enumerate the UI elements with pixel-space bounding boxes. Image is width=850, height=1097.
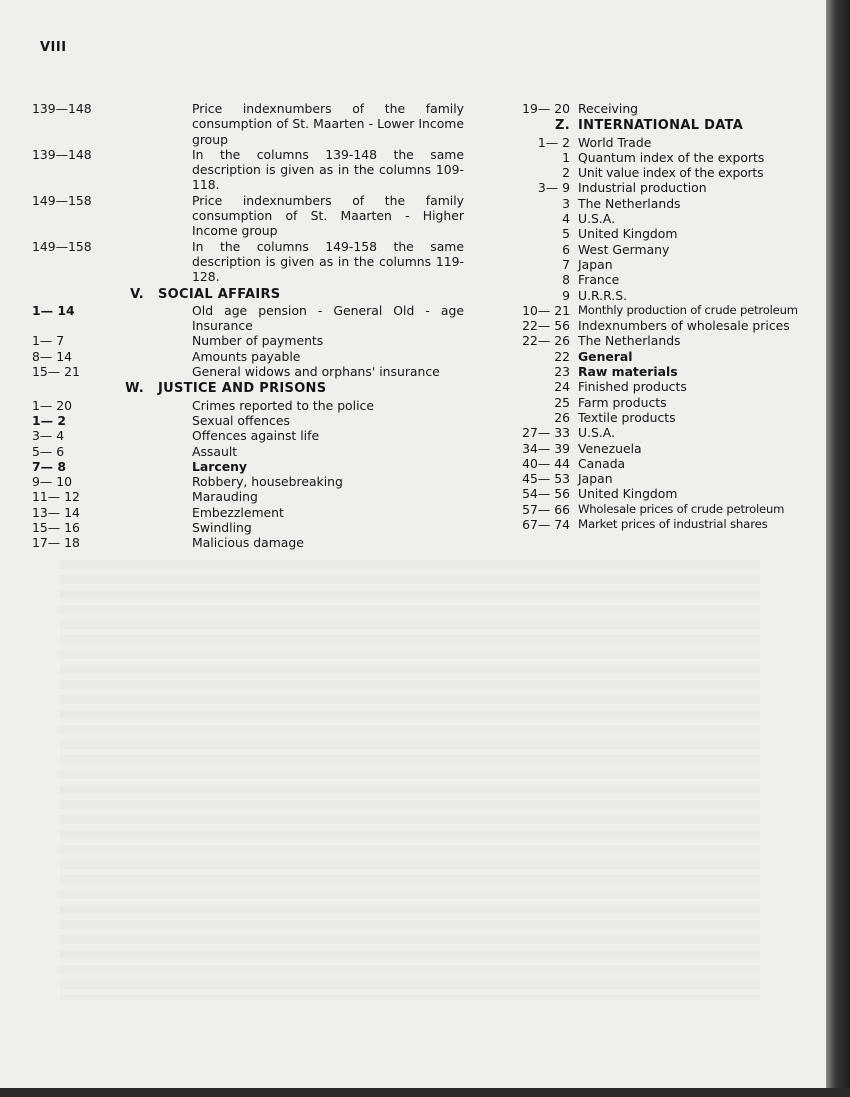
entry-description: Farm products	[578, 394, 667, 410]
column-range: 15— 16	[32, 520, 80, 536]
entry-description: Monthly production of crude petroleum	[578, 302, 798, 317]
left-entry	[28, 444, 464, 459]
column-range: 67— 74	[522, 517, 570, 533]
column-range: 1— 20	[32, 397, 72, 413]
right-entry	[508, 226, 826, 241]
column-range: 5	[562, 226, 570, 242]
entry-description: U.R.R.S.	[578, 287, 628, 303]
entry-description: Unit value index of the exports	[578, 165, 764, 181]
column-range: 22— 56	[522, 318, 570, 334]
section-title: INTERNATIONAL DATA	[578, 118, 744, 134]
page-edge-shadow	[826, 0, 850, 1097]
section-letter: W.	[125, 381, 144, 397]
column-range: 9— 10	[32, 474, 72, 490]
right-entry	[508, 272, 826, 287]
column-range: 3— 9	[537, 180, 570, 196]
entry-description: Market prices of industrial shares	[578, 517, 768, 532]
entry-description: France	[578, 272, 620, 288]
section-letter: Z.	[555, 118, 570, 134]
left-entry	[28, 349, 464, 364]
column-range: 6	[562, 241, 570, 257]
column-range: 17— 18	[32, 535, 80, 551]
entry-description: Offences against life	[192, 428, 320, 444]
section-heading-justice-and-prisons	[28, 381, 464, 396]
column-range: 19— 20	[522, 101, 570, 116]
column-range: 8— 14	[32, 348, 72, 364]
entry-description: Number of payments	[192, 333, 324, 349]
entry-description: In the columns 139-148 the same description is given as in the columns 109-118.	[192, 146, 464, 193]
entry-description: Industrial production	[578, 180, 707, 196]
right-entry	[508, 135, 826, 150]
entry-description: Venezuela	[578, 440, 642, 456]
column-range: 11— 12	[32, 489, 80, 505]
left-column	[28, 101, 464, 551]
entry-description: Robbery, housebreaking	[192, 474, 343, 490]
left-entry	[28, 505, 464, 520]
column-range: 22— 26	[522, 333, 570, 349]
right-entry	[508, 242, 826, 257]
column-range: 3— 4	[32, 428, 65, 444]
column-range: 7— 8	[32, 458, 66, 474]
right-entry	[508, 211, 826, 226]
column-range: 8	[562, 272, 570, 288]
column-range: 25	[554, 394, 570, 410]
right-entry	[508, 303, 826, 318]
entry-description: In the columns 149-158 the same description is given as in the columns 119-128.	[192, 238, 464, 285]
entry-description: Malicious damage	[192, 535, 304, 551]
right-entry	[508, 441, 826, 456]
column-range: 1— 14	[32, 302, 75, 318]
right-entry	[508, 502, 826, 517]
left-entry	[28, 459, 464, 474]
section-title: JUSTICE AND PRISONS	[158, 381, 327, 397]
right-entry	[508, 333, 826, 348]
entry-description: Indexnumbers of wholesale prices	[578, 318, 790, 334]
entry-description: Assault	[192, 443, 238, 459]
left-entry	[28, 303, 464, 334]
column-range: 1— 7	[32, 333, 65, 349]
entry-description: United Kingdom	[578, 486, 678, 502]
section-title: SOCIAL AFFAIRS	[158, 286, 281, 302]
column-range: 27— 33	[522, 425, 570, 441]
column-range: 4	[562, 211, 570, 227]
left-entry	[28, 333, 464, 348]
column-range: 5— 6	[32, 443, 65, 459]
column-range: 45— 53	[522, 471, 570, 487]
left-entry	[28, 535, 464, 550]
left-entry	[28, 398, 464, 413]
right-entry	[508, 257, 826, 272]
right-entry	[508, 180, 826, 195]
left-entry	[28, 428, 464, 443]
left-entry	[28, 413, 464, 428]
entry-description: World Trade	[578, 134, 652, 150]
right-column	[508, 101, 826, 532]
right-entry	[508, 425, 826, 440]
column-range: 13— 14	[32, 504, 80, 520]
column-range: 7	[562, 256, 570, 272]
right-entry	[508, 288, 826, 303]
section-heading-social-affairs	[28, 287, 464, 302]
entry-description: Japan	[578, 471, 613, 487]
entry-description: Embezzlement	[192, 504, 284, 520]
page-number: VIII	[40, 40, 67, 55]
column-range: 139—148	[32, 146, 92, 162]
right-entry	[508, 165, 826, 180]
right-entry	[508, 471, 826, 486]
right-entry	[508, 379, 826, 394]
column-range: 34— 39	[522, 440, 570, 456]
left-entry	[28, 489, 464, 504]
entry-description: General widows and orphans' insurance	[192, 364, 440, 380]
column-range: 26	[554, 409, 570, 425]
right-entry	[508, 364, 826, 379]
right-entry	[508, 349, 826, 364]
right-entry	[508, 150, 826, 165]
right-entry	[508, 395, 826, 410]
entry-description: Textile products	[578, 409, 676, 425]
entry-description: Finished products	[578, 379, 687, 395]
column-range: 2	[562, 165, 570, 181]
entry-description: Sexual offences	[192, 412, 290, 428]
column-range: 149—158	[32, 238, 92, 254]
entry-description: General	[578, 348, 633, 364]
column-range: 3	[562, 195, 570, 211]
page-bottom-edge	[0, 1088, 850, 1097]
left-entry	[28, 239, 464, 285]
entry-description: Wholesale prices of crude petroleum	[578, 501, 785, 516]
column-range: 9	[562, 287, 570, 303]
column-range: 10— 21	[522, 302, 570, 318]
section-letter: V.	[130, 286, 144, 302]
entry-description: West Germany	[578, 241, 670, 257]
left-entry	[28, 364, 464, 379]
entry-description: U.S.A.	[578, 425, 616, 441]
column-range: 1— 2	[537, 134, 570, 150]
column-range: 15— 21	[32, 364, 80, 380]
entry-description: Crimes reported to the police	[192, 397, 374, 413]
column-range: 149—158	[32, 192, 92, 208]
entry-description: Price indexnumbers of the family consumption of St. Maarten - Lower Income group	[192, 101, 464, 147]
entry-description: United Kingdom	[578, 226, 678, 242]
left-entry	[28, 101, 464, 147]
entry-description: Amounts payable	[192, 348, 301, 364]
left-entry	[28, 147, 464, 193]
entry-description: Raw materials	[578, 364, 678, 380]
right-entry	[508, 517, 826, 532]
column-range: 54— 56	[522, 486, 570, 502]
entry-description: Old age pension - General Old - age Insurance	[192, 302, 464, 334]
right-entry	[508, 101, 826, 116]
entry-description: U.S.A.	[578, 211, 616, 227]
bleed-through-texture	[60, 560, 760, 1000]
entry-description: Japan	[578, 256, 613, 272]
left-entry	[28, 520, 464, 535]
section-heading-international-data	[508, 118, 826, 133]
right-entry	[508, 196, 826, 211]
column-range: 139—148	[32, 101, 92, 116]
right-entry	[508, 410, 826, 425]
column-range: 57— 66	[522, 501, 570, 517]
column-range: 1	[562, 149, 570, 165]
entry-description: Marauding	[192, 489, 258, 505]
right-entry	[508, 456, 826, 471]
column-range: 1— 2	[32, 412, 66, 428]
entry-description: Canada	[578, 455, 626, 471]
column-range: 40— 44	[522, 455, 570, 471]
entry-description: The Netherlands	[578, 333, 681, 349]
entry-description: Larceny	[192, 458, 248, 474]
right-entry	[508, 318, 826, 333]
entry-description: Quantum index of the exports	[578, 149, 765, 165]
entry-description: The Netherlands	[578, 195, 681, 211]
column-range: 24	[554, 379, 570, 395]
column-range: 23	[554, 364, 570, 380]
entry-description: Price indexnumbers of the family consumption of St. Maarten - Higher Income group	[192, 192, 464, 239]
entry-description: Receiving	[578, 101, 639, 116]
right-entry	[508, 486, 826, 501]
left-entry	[28, 193, 464, 239]
column-range: 22	[554, 348, 570, 364]
entry-description: Swindling	[192, 520, 252, 536]
left-entry	[28, 474, 464, 489]
